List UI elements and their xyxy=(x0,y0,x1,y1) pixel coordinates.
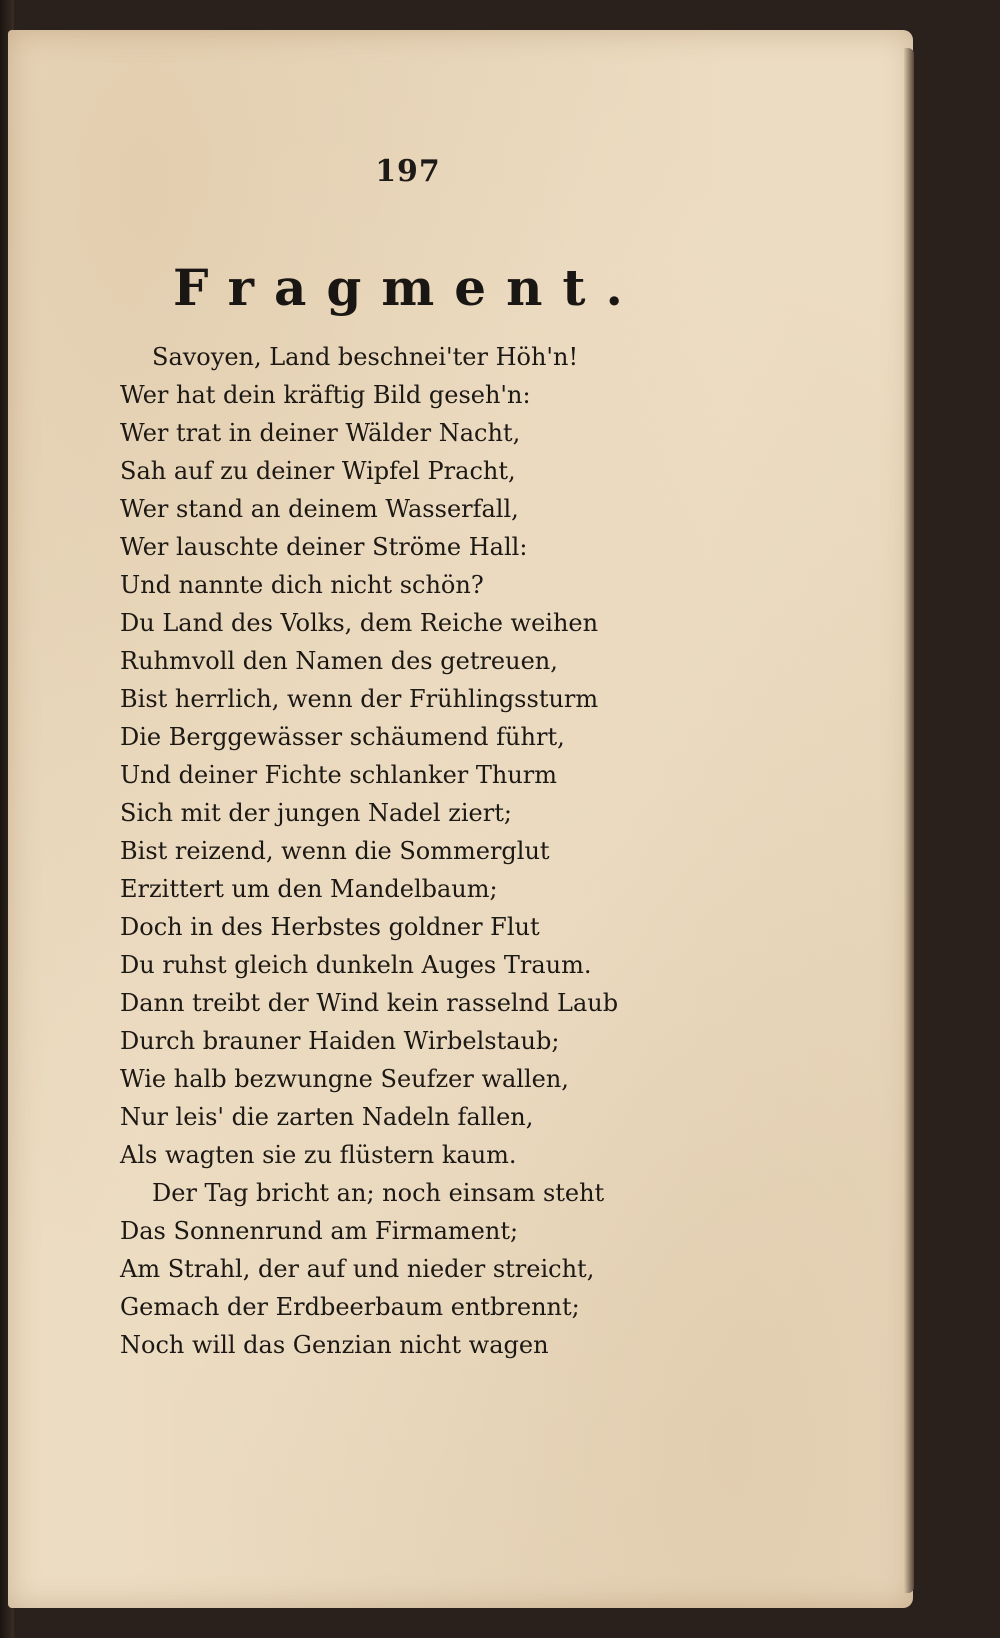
poem-line: Das Sonnenrund am Firmament; xyxy=(120,1217,519,1245)
poem-line: Wer lauschte deiner Ströme Hall: xyxy=(120,533,528,561)
poem-line: Erzittert um den Mandelbaum; xyxy=(120,875,498,903)
poem-line: Und deiner Fichte schlanker Thurm xyxy=(120,761,558,789)
poem-line: Sich mit der jungen Nadel ziert; xyxy=(120,799,512,827)
poem-line: Gemach der Erdbeerbaum entbrennt; xyxy=(120,1293,580,1321)
poem-line: Ruhmvoll den Namen des getreuen, xyxy=(120,647,558,675)
poem-line: Sah auf zu deiner Wipfel Pracht, xyxy=(120,457,516,485)
page-number: 197 xyxy=(375,154,441,189)
poem-title: Fragment. xyxy=(173,258,643,317)
poem-line: Wer hat dein kräftig Bild geseh'n: xyxy=(120,381,531,409)
poem-line: Am Strahl, der auf und nieder streicht, xyxy=(120,1255,595,1283)
poem-line: Wie halb bezwungne Seufzer wallen, xyxy=(120,1065,569,1093)
poem-line: Der Tag bricht an; noch einsam steht xyxy=(152,1179,605,1207)
poem-line: Nur leis' die zarten Nadeln fallen, xyxy=(120,1103,534,1131)
poem-line: Noch will das Genzian nicht wagen xyxy=(120,1331,549,1359)
poem-body xyxy=(120,338,680,1364)
poem-line: Dann treibt der Wind kein rasselnd Laub xyxy=(120,989,619,1017)
poem-line: Savoyen, Land beschnei'ter Höh'n! xyxy=(152,343,579,371)
poem-line: Bist herrlich, wenn der Frühlingssturm xyxy=(120,685,599,713)
poem-line: Du Land des Volks, dem Reiche weihen xyxy=(120,609,599,637)
poem-line: Die Berggewässer schäumend führt, xyxy=(120,723,565,751)
poem-line: Als wagten sie zu flüstern kaum. xyxy=(120,1141,517,1169)
poem-line: Doch in des Herbstes goldner Flut xyxy=(120,913,540,941)
poem-line: Durch brauner Haiden Wirbelstaub; xyxy=(120,1027,560,1055)
poem-line: Wer stand an deinem Wasserfall, xyxy=(120,495,519,523)
poem-line: Wer trat in deiner Wälder Nacht, xyxy=(120,419,521,447)
poem-line: Bist reizend, wenn die Sommerglut xyxy=(120,837,550,865)
page-edge xyxy=(904,48,914,1593)
poem-line: Und nannte dich nicht schön? xyxy=(120,571,484,599)
book-page xyxy=(8,30,913,1608)
poem-line: Du ruhst gleich dunkeln Auges Traum. xyxy=(120,951,592,979)
